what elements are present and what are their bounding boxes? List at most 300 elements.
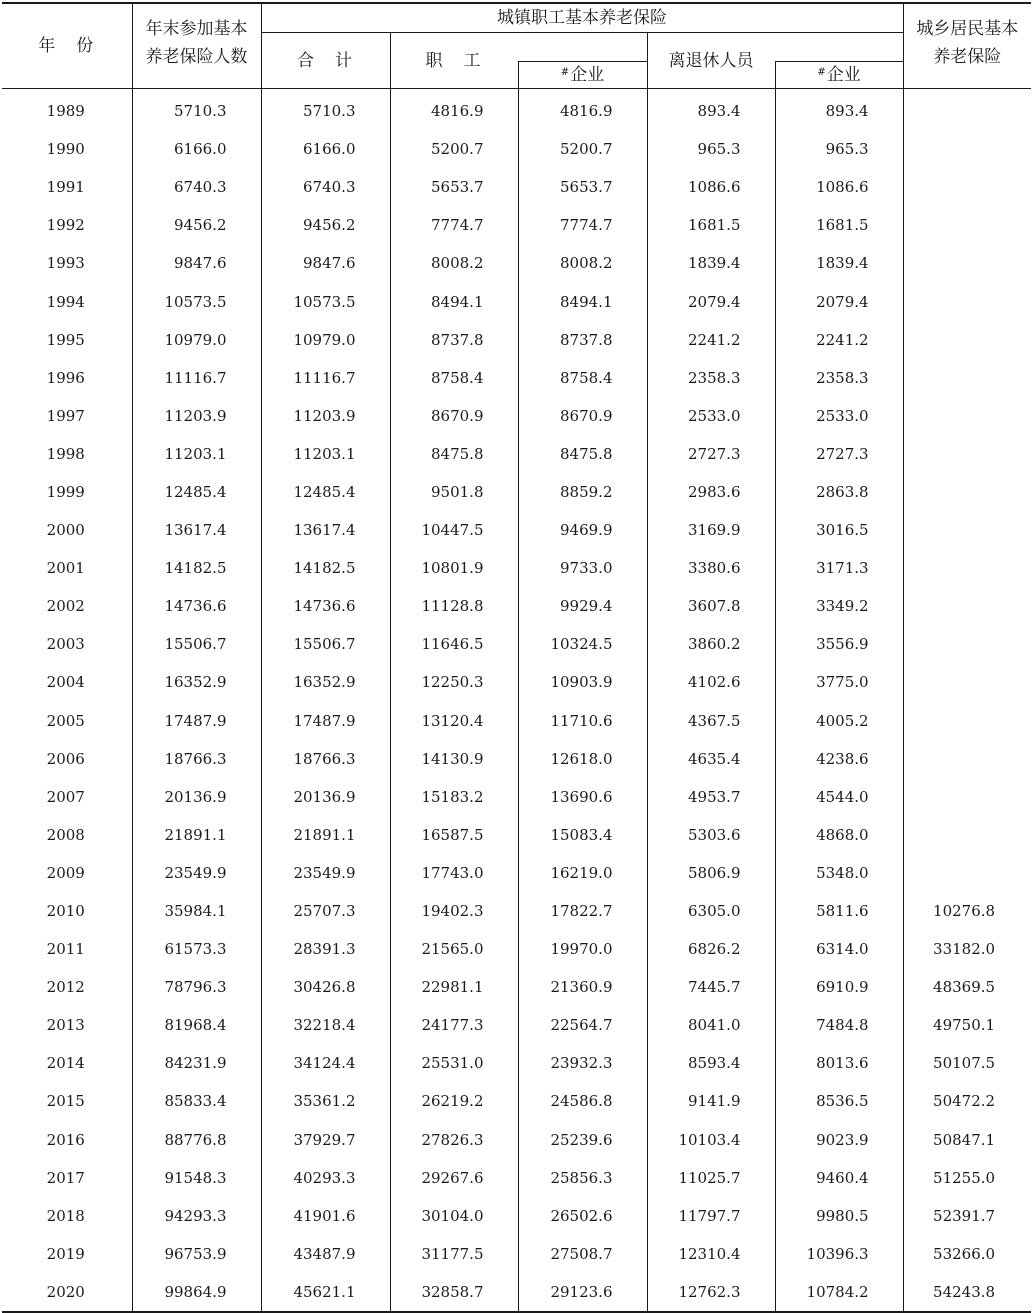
cell-subtotal: 11116.7 bbox=[261, 359, 390, 397]
cell-subtotal: 13617.4 bbox=[261, 511, 390, 549]
cell-retirees-enterprise: 893.4 bbox=[775, 89, 903, 131]
cell-employees-enterprise: 26502.6 bbox=[518, 1197, 647, 1235]
cell-employees-enterprise: 8494.1 bbox=[518, 282, 647, 320]
header-total-insured-text: 年末参加基本养老保险人数 bbox=[145, 19, 248, 67]
cell-subtotal: 9847.6 bbox=[261, 244, 390, 282]
cell-retirees: 8593.4 bbox=[647, 1044, 775, 1082]
cell-resident: 51255.0 bbox=[903, 1159, 1031, 1197]
cell-retirees: 2358.3 bbox=[647, 359, 775, 397]
table-row bbox=[2, 663, 1031, 701]
cell-subtotal: 32218.4 bbox=[261, 1006, 390, 1044]
enterprise-mark: # bbox=[817, 67, 826, 78]
cell-subtotal: 34124.4 bbox=[261, 1044, 390, 1082]
cell-subtotal: 30426.8 bbox=[261, 968, 390, 1006]
enterprise-label: 企业 bbox=[570, 65, 605, 85]
cell-retirees: 4102.6 bbox=[647, 663, 775, 701]
cell-retirees-enterprise: 2863.8 bbox=[775, 473, 903, 511]
cell-retirees: 7445.7 bbox=[647, 968, 775, 1006]
cell-total-insured: 11116.7 bbox=[132, 359, 261, 397]
cell-employees-enterprise: 13690.6 bbox=[518, 778, 647, 816]
cell-employees: 21565.0 bbox=[390, 930, 518, 968]
cell-retirees: 5303.6 bbox=[647, 816, 775, 854]
cell-employees: 11646.5 bbox=[390, 625, 518, 663]
cell-retirees-enterprise: 5348.0 bbox=[775, 854, 903, 892]
cell-subtotal: 10573.5 bbox=[261, 282, 390, 320]
cell-employees: 22981.1 bbox=[390, 968, 518, 1006]
cell-resident bbox=[903, 511, 1031, 549]
cell-retirees-enterprise: 3171.3 bbox=[775, 549, 903, 587]
cell-subtotal: 6740.3 bbox=[261, 168, 390, 206]
cell-resident bbox=[903, 816, 1031, 854]
header-retirees-enterprise bbox=[775, 62, 903, 89]
cell-retirees: 1086.6 bbox=[647, 168, 775, 206]
cell-subtotal: 43487.9 bbox=[261, 1235, 390, 1273]
cell-retirees-enterprise: 4005.2 bbox=[775, 702, 903, 740]
cell-resident bbox=[903, 740, 1031, 778]
table-row bbox=[2, 130, 1031, 168]
cell-employees-enterprise: 11710.6 bbox=[518, 702, 647, 740]
cell-retirees: 10103.4 bbox=[647, 1121, 775, 1159]
cell-total-insured: 94293.3 bbox=[132, 1197, 261, 1235]
cell-retirees-enterprise: 1681.5 bbox=[775, 206, 903, 244]
cell-employees: 4816.9 bbox=[390, 89, 518, 131]
cell-employees-enterprise: 8475.8 bbox=[518, 435, 647, 473]
cell-employees: 5653.7 bbox=[390, 168, 518, 206]
cell-resident bbox=[903, 549, 1031, 587]
cell-resident bbox=[903, 359, 1031, 397]
header-employees-enterprise bbox=[518, 62, 647, 89]
cell-employees-enterprise: 4816.9 bbox=[518, 89, 647, 131]
cell-total-insured: 12485.4 bbox=[132, 473, 261, 511]
cell-total-insured: 10979.0 bbox=[132, 321, 261, 359]
cell-resident: 50847.1 bbox=[903, 1121, 1031, 1159]
cell-subtotal: 21891.1 bbox=[261, 816, 390, 854]
cell-resident bbox=[903, 130, 1031, 168]
table-row bbox=[2, 359, 1031, 397]
cell-retirees-enterprise: 2358.3 bbox=[775, 359, 903, 397]
cell-employees-enterprise: 21360.9 bbox=[518, 968, 647, 1006]
cell-employees: 10447.5 bbox=[390, 511, 518, 549]
table-row bbox=[2, 1082, 1031, 1120]
cell-total-insured: 16352.9 bbox=[132, 663, 261, 701]
cell-employees-enterprise: 7774.7 bbox=[518, 206, 647, 244]
table-row bbox=[2, 587, 1031, 625]
enterprise-mark: # bbox=[560, 67, 570, 78]
cell-employees-enterprise: 10903.9 bbox=[518, 663, 647, 701]
cell-subtotal: 12485.4 bbox=[261, 473, 390, 511]
cell-employees-enterprise: 25856.3 bbox=[518, 1159, 647, 1197]
cell-employees: 11128.8 bbox=[390, 587, 518, 625]
cell-employees-enterprise: 9469.9 bbox=[518, 511, 647, 549]
cell-employees-enterprise: 8670.9 bbox=[518, 397, 647, 435]
cell-year: 2015 bbox=[46, 1092, 85, 1111]
cell-employees: 31177.5 bbox=[390, 1235, 518, 1273]
cell-total-insured: 11203.1 bbox=[132, 435, 261, 473]
cell-employees: 32858.7 bbox=[390, 1273, 518, 1312]
cell-total-insured: 23549.9 bbox=[132, 854, 261, 892]
cell-employees: 8008.2 bbox=[390, 244, 518, 282]
cell-retirees-enterprise: 3349.2 bbox=[775, 587, 903, 625]
cell-total-insured: 88776.8 bbox=[132, 1121, 261, 1159]
cell-subtotal: 14182.5 bbox=[261, 549, 390, 587]
cell-subtotal: 11203.1 bbox=[261, 435, 390, 473]
table-row bbox=[2, 206, 1031, 244]
table-row bbox=[2, 1159, 1031, 1197]
cell-retirees: 3380.6 bbox=[647, 549, 775, 587]
cell-retirees-enterprise: 4238.6 bbox=[775, 740, 903, 778]
table-row bbox=[2, 435, 1031, 473]
table-row bbox=[2, 473, 1031, 511]
cell-retirees: 6826.2 bbox=[647, 930, 775, 968]
cell-retirees: 3607.8 bbox=[647, 587, 775, 625]
cell-subtotal: 41901.6 bbox=[261, 1197, 390, 1235]
cell-year: 2016 bbox=[46, 1130, 85, 1149]
cell-total-insured: 18766.3 bbox=[132, 740, 261, 778]
cell-subtotal: 40293.3 bbox=[261, 1159, 390, 1197]
cell-year: 2008 bbox=[46, 825, 85, 844]
cell-employees-enterprise: 9929.4 bbox=[518, 587, 647, 625]
table-row bbox=[2, 816, 1031, 854]
cell-retirees-enterprise: 10396.3 bbox=[775, 1235, 903, 1273]
cell-employees-enterprise: 29123.6 bbox=[518, 1273, 647, 1312]
cell-employees: 27826.3 bbox=[390, 1121, 518, 1159]
cell-subtotal: 6166.0 bbox=[261, 130, 390, 168]
cell-year: 2003 bbox=[46, 635, 85, 654]
cell-retirees-enterprise: 7484.8 bbox=[775, 1006, 903, 1044]
cell-retirees: 8041.0 bbox=[647, 1006, 775, 1044]
table-row bbox=[2, 282, 1031, 320]
cell-retirees: 3169.9 bbox=[647, 511, 775, 549]
cell-total-insured: 14736.6 bbox=[132, 587, 261, 625]
cell-retirees-enterprise: 3775.0 bbox=[775, 663, 903, 701]
cell-subtotal: 35361.2 bbox=[261, 1082, 390, 1120]
cell-retirees-enterprise: 10784.2 bbox=[775, 1273, 903, 1312]
cell-year: 2000 bbox=[46, 521, 85, 540]
cell-resident: 49750.1 bbox=[903, 1006, 1031, 1044]
cell-resident: 50472.2 bbox=[903, 1082, 1031, 1120]
cell-retirees: 1839.4 bbox=[647, 244, 775, 282]
cell-total-insured: 6166.0 bbox=[132, 130, 261, 168]
cell-resident bbox=[903, 778, 1031, 816]
cell-year: 1995 bbox=[46, 330, 85, 349]
cell-resident bbox=[903, 702, 1031, 740]
header-year: 年 份 bbox=[2, 3, 132, 89]
cell-employees-enterprise: 27508.7 bbox=[518, 1235, 647, 1273]
cell-year: 2019 bbox=[46, 1244, 85, 1263]
cell-resident: 52391.7 bbox=[903, 1197, 1031, 1235]
cell-retirees: 2241.2 bbox=[647, 321, 775, 359]
cell-subtotal: 15506.7 bbox=[261, 625, 390, 663]
cell-retirees-enterprise: 8536.5 bbox=[775, 1082, 903, 1120]
cell-retirees: 4635.4 bbox=[647, 740, 775, 778]
cell-employees-enterprise: 15083.4 bbox=[518, 816, 647, 854]
cell-retirees: 6305.0 bbox=[647, 892, 775, 930]
cell-retirees: 2533.0 bbox=[647, 397, 775, 435]
table-header bbox=[2, 3, 1031, 89]
cell-resident bbox=[903, 625, 1031, 663]
cell-retirees: 3860.2 bbox=[647, 625, 775, 663]
cell-retirees-enterprise: 9460.4 bbox=[775, 1159, 903, 1197]
cell-employees: 15183.2 bbox=[390, 778, 518, 816]
cell-retirees-enterprise: 6314.0 bbox=[775, 930, 903, 968]
cell-retirees-enterprise: 3556.9 bbox=[775, 625, 903, 663]
cell-total-insured: 17487.9 bbox=[132, 702, 261, 740]
pension-insurance-table bbox=[2, 2, 1031, 1313]
cell-retirees-enterprise: 2727.3 bbox=[775, 435, 903, 473]
cell-employees-enterprise: 10324.5 bbox=[518, 625, 647, 663]
table-row bbox=[2, 740, 1031, 778]
cell-employees: 10801.9 bbox=[390, 549, 518, 587]
cell-employees-enterprise: 16219.0 bbox=[518, 854, 647, 892]
cell-total-insured: 13617.4 bbox=[132, 511, 261, 549]
cell-retirees-enterprise: 4868.0 bbox=[775, 816, 903, 854]
cell-employees: 8494.1 bbox=[390, 282, 518, 320]
table-row bbox=[2, 1235, 1031, 1273]
cell-retirees: 11025.7 bbox=[647, 1159, 775, 1197]
cell-retirees: 11797.7 bbox=[647, 1197, 775, 1235]
cell-employees-enterprise: 17822.7 bbox=[518, 892, 647, 930]
cell-retirees: 2079.4 bbox=[647, 282, 775, 320]
cell-retirees-enterprise: 3016.5 bbox=[775, 511, 903, 549]
table-row bbox=[2, 892, 1031, 930]
cell-retirees: 1681.5 bbox=[647, 206, 775, 244]
cell-retirees-enterprise: 9023.9 bbox=[775, 1121, 903, 1159]
cell-total-insured: 81968.4 bbox=[132, 1006, 261, 1044]
cell-employees: 25531.0 bbox=[390, 1044, 518, 1082]
cell-resident bbox=[903, 435, 1031, 473]
cell-subtotal: 10979.0 bbox=[261, 321, 390, 359]
cell-total-insured: 11203.9 bbox=[132, 397, 261, 435]
cell-employees-enterprise: 8737.8 bbox=[518, 321, 647, 359]
cell-retirees: 2983.6 bbox=[647, 473, 775, 511]
cell-year: 1990 bbox=[46, 140, 85, 159]
cell-subtotal: 23549.9 bbox=[261, 854, 390, 892]
cell-employees: 17743.0 bbox=[390, 854, 518, 892]
cell-subtotal: 25707.3 bbox=[261, 892, 390, 930]
cell-employees: 30104.0 bbox=[390, 1197, 518, 1235]
header-employees-spacer bbox=[518, 33, 647, 62]
cell-subtotal: 16352.9 bbox=[261, 663, 390, 701]
cell-year: 2012 bbox=[46, 978, 85, 997]
cell-total-insured: 78796.3 bbox=[132, 968, 261, 1006]
cell-employees: 8737.8 bbox=[390, 321, 518, 359]
cell-year: 1996 bbox=[46, 368, 85, 387]
table-row bbox=[2, 854, 1031, 892]
table-row bbox=[2, 397, 1031, 435]
cell-year: 1997 bbox=[46, 406, 85, 425]
cell-resident: 10276.8 bbox=[903, 892, 1031, 930]
cell-total-insured: 91548.3 bbox=[132, 1159, 261, 1197]
cell-year: 2014 bbox=[46, 1054, 85, 1073]
cell-year: 2007 bbox=[46, 787, 85, 806]
cell-employees-enterprise: 22564.7 bbox=[518, 1006, 647, 1044]
cell-resident bbox=[903, 321, 1031, 359]
cell-total-insured: 10573.5 bbox=[132, 282, 261, 320]
table-row bbox=[2, 511, 1031, 549]
cell-employees: 24177.3 bbox=[390, 1006, 518, 1044]
cell-employees: 26219.2 bbox=[390, 1082, 518, 1120]
cell-employees-enterprise: 25239.6 bbox=[518, 1121, 647, 1159]
cell-resident bbox=[903, 168, 1031, 206]
enterprise-label: 企业 bbox=[826, 65, 861, 85]
cell-total-insured: 15506.7 bbox=[132, 625, 261, 663]
cell-employees: 8670.9 bbox=[390, 397, 518, 435]
cell-total-insured: 14182.5 bbox=[132, 549, 261, 587]
cell-employees-enterprise: 9733.0 bbox=[518, 549, 647, 587]
cell-retirees-enterprise: 1839.4 bbox=[775, 244, 903, 282]
cell-retirees-enterprise: 9980.5 bbox=[775, 1197, 903, 1235]
cell-employees: 8758.4 bbox=[390, 359, 518, 397]
header-employees: 职 工 bbox=[390, 33, 518, 89]
table-row bbox=[2, 1197, 1031, 1235]
header-resident-group bbox=[903, 3, 1031, 89]
cell-year: 2017 bbox=[46, 1168, 85, 1187]
cell-year: 1991 bbox=[46, 178, 85, 197]
cell-year: 2004 bbox=[46, 673, 85, 692]
header-resident-group-text: 城乡居民基本养老保险 bbox=[916, 19, 1019, 67]
cell-subtotal: 45621.1 bbox=[261, 1273, 390, 1312]
cell-retirees: 2727.3 bbox=[647, 435, 775, 473]
cell-retirees-enterprise: 2241.2 bbox=[775, 321, 903, 359]
cell-retirees: 965.3 bbox=[647, 130, 775, 168]
cell-resident: 48369.5 bbox=[903, 968, 1031, 1006]
cell-year: 2009 bbox=[46, 863, 85, 882]
cell-retirees-enterprise: 1086.6 bbox=[775, 168, 903, 206]
cell-resident bbox=[903, 244, 1031, 282]
cell-retirees-enterprise: 6910.9 bbox=[775, 968, 903, 1006]
cell-employees: 29267.6 bbox=[390, 1159, 518, 1197]
cell-year: 1994 bbox=[46, 292, 85, 311]
cell-retirees: 9141.9 bbox=[647, 1082, 775, 1120]
cell-employees: 5200.7 bbox=[390, 130, 518, 168]
cell-subtotal: 5710.3 bbox=[261, 89, 390, 131]
table-row bbox=[2, 321, 1031, 359]
cell-total-insured: 85833.4 bbox=[132, 1082, 261, 1120]
table-row bbox=[2, 702, 1031, 740]
cell-retirees-enterprise: 4544.0 bbox=[775, 778, 903, 816]
table-row bbox=[2, 930, 1031, 968]
cell-subtotal: 20136.9 bbox=[261, 778, 390, 816]
cell-total-insured: 5710.3 bbox=[132, 89, 261, 131]
cell-employees: 14130.9 bbox=[390, 740, 518, 778]
cell-subtotal: 11203.9 bbox=[261, 397, 390, 435]
cell-retirees-enterprise: 8013.6 bbox=[775, 1044, 903, 1082]
cell-employees-enterprise: 12618.0 bbox=[518, 740, 647, 778]
cell-employees-enterprise: 8758.4 bbox=[518, 359, 647, 397]
cell-total-insured: 20136.9 bbox=[132, 778, 261, 816]
cell-employees: 8475.8 bbox=[390, 435, 518, 473]
cell-employees-enterprise: 5200.7 bbox=[518, 130, 647, 168]
cell-total-insured: 9847.6 bbox=[132, 244, 261, 282]
cell-retirees: 12310.4 bbox=[647, 1235, 775, 1273]
table-row bbox=[2, 1044, 1031, 1082]
cell-year: 1999 bbox=[46, 482, 85, 501]
cell-total-insured: 96753.9 bbox=[132, 1235, 261, 1273]
cell-year: 1993 bbox=[46, 254, 85, 273]
cell-employees-enterprise: 24586.8 bbox=[518, 1082, 647, 1120]
cell-employees-enterprise: 5653.7 bbox=[518, 168, 647, 206]
table-row bbox=[2, 168, 1031, 206]
cell-resident bbox=[903, 89, 1031, 131]
cell-employees-enterprise: 23932.3 bbox=[518, 1044, 647, 1082]
cell-resident bbox=[903, 282, 1031, 320]
cell-employees: 16587.5 bbox=[390, 816, 518, 854]
cell-total-insured: 6740.3 bbox=[132, 168, 261, 206]
cell-retirees: 5806.9 bbox=[647, 854, 775, 892]
cell-year: 2018 bbox=[46, 1206, 85, 1225]
table-row bbox=[2, 1273, 1031, 1312]
cell-resident bbox=[903, 206, 1031, 244]
header-subtotal: 合 计 bbox=[261, 33, 390, 89]
cell-year: 2005 bbox=[46, 711, 85, 730]
table-row bbox=[2, 1006, 1031, 1044]
cell-total-insured: 35984.1 bbox=[132, 892, 261, 930]
table-row bbox=[2, 549, 1031, 587]
cell-resident: 53266.0 bbox=[903, 1235, 1031, 1273]
cell-year: 2006 bbox=[46, 749, 85, 768]
cell-subtotal: 17487.9 bbox=[261, 702, 390, 740]
cell-year: 1998 bbox=[46, 444, 85, 463]
cell-retirees-enterprise: 2079.4 bbox=[775, 282, 903, 320]
cell-total-insured: 21891.1 bbox=[132, 816, 261, 854]
cell-retirees: 4367.5 bbox=[647, 702, 775, 740]
cell-year: 2001 bbox=[46, 559, 85, 578]
cell-subtotal: 9456.2 bbox=[261, 206, 390, 244]
cell-employees: 9501.8 bbox=[390, 473, 518, 511]
cell-retirees: 4953.7 bbox=[647, 778, 775, 816]
cell-total-insured: 9456.2 bbox=[132, 206, 261, 244]
cell-retirees: 893.4 bbox=[647, 89, 775, 131]
cell-subtotal: 18766.3 bbox=[261, 740, 390, 778]
cell-subtotal: 14736.6 bbox=[261, 587, 390, 625]
cell-year: 1992 bbox=[46, 216, 85, 235]
cell-year: 2010 bbox=[46, 902, 85, 921]
cell-resident bbox=[903, 397, 1031, 435]
cell-year: 1989 bbox=[46, 102, 85, 121]
cell-resident: 33182.0 bbox=[903, 930, 1031, 968]
cell-total-insured: 61573.3 bbox=[132, 930, 261, 968]
cell-employees: 19402.3 bbox=[390, 892, 518, 930]
cell-employees-enterprise: 8859.2 bbox=[518, 473, 647, 511]
table-row bbox=[2, 89, 1031, 131]
cell-resident bbox=[903, 854, 1031, 892]
cell-retirees: 12762.3 bbox=[647, 1273, 775, 1312]
header-total-insured bbox=[132, 3, 261, 89]
cell-subtotal: 28391.3 bbox=[261, 930, 390, 968]
cell-employees: 13120.4 bbox=[390, 702, 518, 740]
cell-employees: 7774.7 bbox=[390, 206, 518, 244]
cell-resident: 54243.8 bbox=[903, 1273, 1031, 1312]
cell-employees-enterprise: 8008.2 bbox=[518, 244, 647, 282]
table-row bbox=[2, 244, 1031, 282]
cell-year: 2020 bbox=[46, 1282, 85, 1301]
cell-retirees-enterprise: 5811.6 bbox=[775, 892, 903, 930]
cell-total-insured: 99864.9 bbox=[132, 1273, 261, 1312]
cell-employees: 12250.3 bbox=[390, 663, 518, 701]
cell-subtotal: 37929.7 bbox=[261, 1121, 390, 1159]
table-row bbox=[2, 1121, 1031, 1159]
header-urban-group: 城镇职工基本养老保险 bbox=[261, 3, 903, 33]
cell-year: 2013 bbox=[46, 1016, 85, 1035]
cell-employees-enterprise: 19970.0 bbox=[518, 930, 647, 968]
cell-resident bbox=[903, 587, 1031, 625]
cell-resident: 50107.5 bbox=[903, 1044, 1031, 1082]
table-body bbox=[2, 89, 1031, 1313]
cell-year: 2002 bbox=[46, 597, 85, 616]
header-retirees: 离退休人员 bbox=[647, 33, 775, 89]
cell-year: 2011 bbox=[46, 940, 85, 959]
cell-total-insured: 84231.9 bbox=[132, 1044, 261, 1082]
